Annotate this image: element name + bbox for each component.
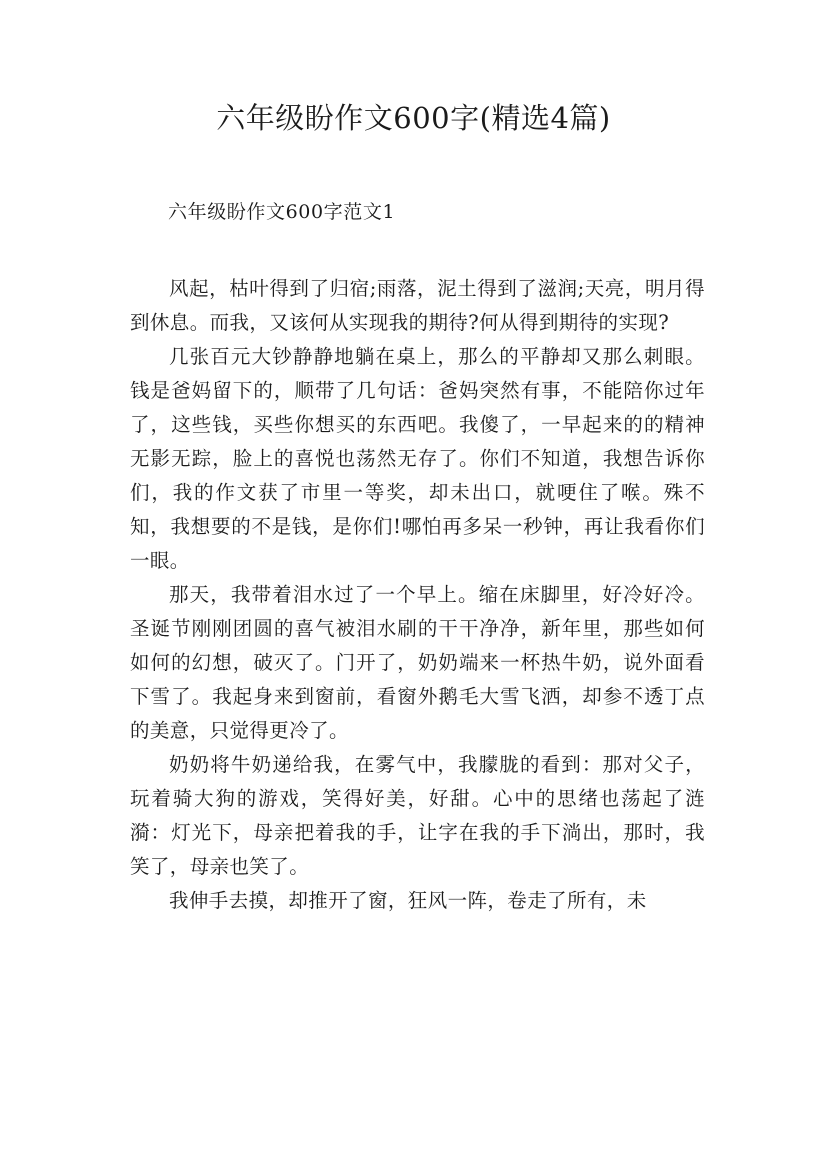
essay-subheading: 六年级盼作文600字范文1 — [168, 201, 396, 223]
essay-paragraph-4: 奶奶将牛奶递给我，在雾气中，我朦胧的看到：那对父子，玩着骑大狗的游戏，笑得好美，好甜。心中的思绪也荡起了涟漪：灯光下，母亲把着我的手，让字在我的手下淌出，那时，我笑了，母亲也笑了。 — [130, 753, 705, 878]
essay-paragraph-2: 几张百元大钞静静地躺在桌上，那么的平静却又那么刺眼。钱是爸妈留下的，顺带了几句话：爸妈突然有事，不能陪你过年了，这些钱，买些你想买的东西吧。我傻了，一早起来的的精神无影无踪，脸上的喜悦也荡然无存了。你们不知道，我想告诉你们，我的作文获了市里一等奖，却未出口，就哽住了喉。殊不知，我想要的不是钱，是你们!哪怕再多呆一秒钟，再让我看你们一眼。 — [130, 345, 705, 572]
document-title: 六年级盼作文600字(精选4篇) — [216, 101, 611, 135]
essay-body — [130, 272, 705, 918]
essay-paragraph-3: 那天，我带着泪水过了一个早上。缩在床脚里，好冷好冷。圣诞节刚刚团圆的喜气被泪水刷的干干净净，新年里，那些如何如何的幻想，破灭了。门开了，奶奶端来一杯热牛奶，说外面看下雪了。我起身来到窗前，看窗外鹅毛大雪飞洒，却参不透丁点的美意，只觉得更冷了。 — [130, 583, 705, 742]
essay-paragraph-1: 风起，枯叶得到了归宿;雨落，泥土得到了滋润;天亮，明月得到休息。而我，又该何从实现我的期待?何从得到期待的实现? — [130, 277, 705, 334]
essay-paragraph-5: 我伸手去摸，却推开了窗，狂风一阵，卷走了所有，未 — [169, 889, 647, 912]
